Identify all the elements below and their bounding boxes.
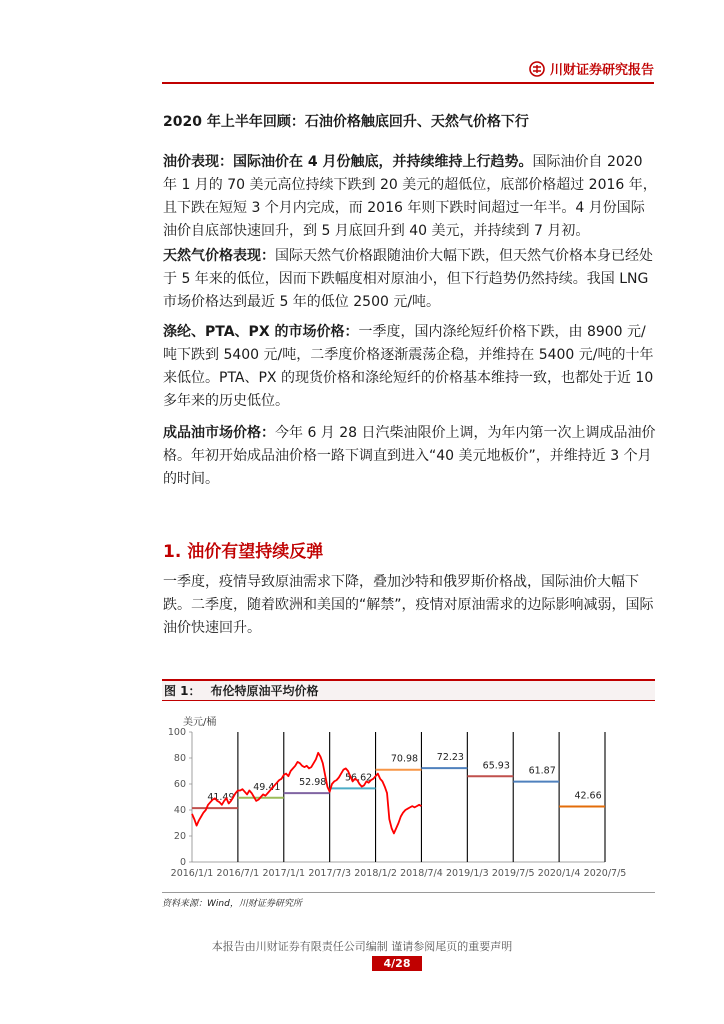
report-brand [529, 59, 654, 78]
average-label: 52.98 [299, 777, 327, 789]
para-body: 国际油价自 2020 年 1 月的 70 美元高位持续下跌到 20 美元的超低位，底部价格超过 2016 年，且下跌在短短 3 个月内完成，而 2016 年则下跌时间超过一年半。4 月份国际油价自底部快速回升，到 5 月底回升到 40 美元，并持续到 7 月初。 [163, 154, 657, 239]
y-tick-label: 80 [173, 753, 186, 764]
x-tick-label: 2018/1/2 [354, 868, 397, 879]
paragraph-refined-oil [163, 422, 657, 491]
average-label: 49.41 [253, 781, 281, 793]
y-tick-label: 60 [173, 779, 186, 790]
para-body: 一季度，国内涤纶短纤价格下跌，由 8900 元/吨下跌到 5400 元/吨，二季度价格逐渐震荡企稳，并维持在 5400 元/吨的十年来低位。PTA、PX 的现货价格和涤纶短纤的价格基本维持一致，也都处于近 10 多年来的历史低位。 [163, 324, 654, 409]
figure-caption [162, 679, 655, 701]
x-tick-label: 2016/7/1 [216, 868, 260, 879]
para-body: 今年 6 月 28 日汽柴油限价上调，为年内第一次上调成品油价格。年初开始成品油价格一路下调直到进入“40 美元地板价”，并维持近 3 个月的时间。 [163, 425, 656, 487]
average-label: 41.49 [207, 792, 235, 804]
para-lead: 天然气价格表现： [163, 248, 275, 264]
figure-label: 图 1： [164, 684, 201, 698]
brent-price-chart [155, 712, 655, 890]
x-tick-label: 2016/1/1 [170, 868, 214, 879]
average-label: 72.23 [436, 752, 464, 764]
intro-paragraph: 一季度，疫情导致原油需求下降，叠加沙特和俄罗斯价格战，国际油价大幅下跌。二季度，随着欧洲和美国的“解禁”，疫情对原油需求的边际影响减弱，国际油价快速回升。 [163, 574, 654, 636]
figure-title: 布伦特原油平均价格 [210, 684, 319, 698]
brand-text: 川财证券研究报告 [549, 63, 654, 78]
x-tick-label: 2019/7/5 [491, 868, 535, 879]
y-tick-label: 20 [173, 831, 186, 842]
page-number: 4/28 [372, 956, 422, 971]
average-label: 42.66 [574, 790, 602, 802]
paragraph-polyester [163, 321, 657, 413]
y-axis-label: 美元/桶 [183, 717, 217, 728]
average-label: 70.98 [390, 753, 419, 765]
para-lead: 涤纶、PTA、PX 的市场价格： [163, 324, 359, 340]
header-divider [162, 82, 654, 84]
x-tick-label: 2020/7/5 [583, 868, 627, 879]
average-label: 61.87 [528, 765, 556, 777]
average-label: 65.93 [482, 760, 510, 772]
average-label: 56.62 [345, 772, 373, 784]
section-title: 2020 年上半年回顾：石油价格触底回升、天然气价格下行 [163, 114, 529, 130]
x-tick-label: 2019/1/3 [445, 868, 489, 879]
para-lead: 成品油市场价格： [163, 425, 275, 441]
heading-oil-rebound: 1. 油价有望持续反弹 [163, 542, 324, 562]
x-tick-label: 2017/1/1 [262, 868, 306, 879]
footer-disclaimer: 本报告由川财证券有限责任公司编制 谨请参阅尾页的重要声明 [211, 940, 513, 953]
chart-source: 资料来源：Wind，川财证券研究所 [162, 892, 655, 909]
x-tick-label: 2017/7/3 [308, 868, 352, 879]
x-tick-label: 2018/7/4 [400, 868, 443, 879]
para-lead: 油价表现：国际油价在 4 月份触底，并持续维持上行趋势。 [163, 154, 533, 170]
paragraph-oil [163, 151, 657, 243]
y-tick-label: 0 [179, 857, 186, 868]
para-body: 国际天然气价格跟随油价大幅下跌，但天然气价格本身已经处于 5 年来的低位，因而下跌幅度相对原油小，但下行趋势仍然持续。我国 LNG 市场价格达到最近 5 年的低位 2500 元/吨。 [163, 248, 653, 310]
y-tick-label: 40 [173, 805, 186, 816]
x-tick-label: 2020/1/4 [537, 868, 581, 879]
company-logo-icon [529, 61, 545, 77]
y-tick-label: 100 [167, 727, 186, 738]
paragraph-gas [163, 245, 657, 314]
